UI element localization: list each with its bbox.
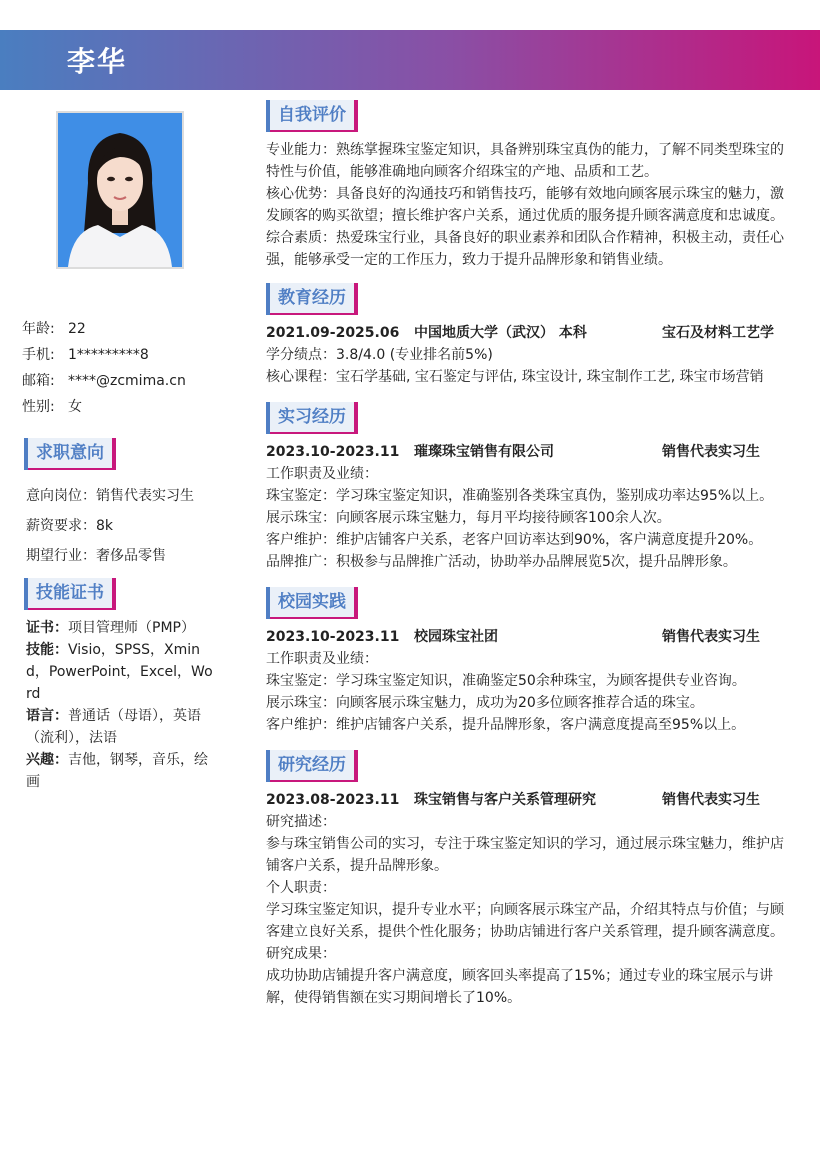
campus-role: 销售代表实习生 [662, 629, 760, 645]
intention-item: 薪资要求：8k [26, 518, 114, 534]
internship-line: 展示珠宝：向顾客展示珠宝魅力，每月平均接待顾客100余人次。 [266, 510, 671, 526]
section-title-text: 校园实践 [270, 587, 358, 619]
skills-list [26, 617, 214, 793]
section-title-internship [266, 402, 358, 434]
education-line: 核心课程：宝石学基础, 宝石鉴定与评估, 珠宝设计, 珠宝制作工艺, 珠宝市场营销 [266, 369, 764, 385]
education-body [266, 322, 796, 388]
internship-body [266, 441, 796, 573]
campus-header-row [266, 626, 796, 648]
section-title-intention [24, 438, 116, 470]
section-title-skills [24, 578, 116, 610]
campus-line: 展示珠宝：向顾客展示珠宝魅力，成功为20多位顾客推荐合适的珠宝。 [266, 695, 704, 711]
campus-line: 工作职责及业绩： [266, 651, 378, 667]
research-org: 珠宝销售与客户关系管理研究 [414, 792, 596, 808]
section-title-education [266, 283, 358, 315]
basic-info [22, 320, 186, 424]
education-major: 宝石及材料工艺学 [662, 325, 774, 341]
skill-value: 普通话（母语），英语（流利），法语 [26, 708, 201, 746]
education-school: 中国地质大学（武汉） 本科 [414, 325, 587, 341]
info-label: 手机: [22, 347, 55, 363]
research-date: 2023.08-2023.11 [266, 792, 400, 808]
self-eval-paragraph: 综合素质：热爱珠宝行业，具备良好的职业素养和团队合作精神，积极主动，责任心强，能够承受一定的工作压力，致力于提升品牌形象和销售业绩。 [266, 230, 784, 268]
campus-date: 2023.10-2023.11 [266, 629, 400, 645]
section-title-text: 技能证书 [28, 578, 116, 610]
info-row-phone [22, 346, 186, 372]
info-value: 1*********8 [68, 347, 149, 363]
skill-item-tools [26, 639, 214, 705]
research-line: 参与珠宝销售公司的实习，专注于珠宝鉴定知识的学习，通过展示珠宝魅力，维护店铺客户关系，提升品牌形象。 [266, 836, 784, 874]
skill-item-language [26, 705, 214, 749]
internship-org: 璀璨珠宝销售有限公司 [414, 444, 554, 460]
research-role: 销售代表实习生 [662, 792, 760, 808]
campus-org: 校园珠宝社团 [414, 629, 498, 645]
campus-line: 珠宝鉴定：学习珠宝鉴定知识，准确鉴定50余种珠宝，为顾客提供专业咨询。 [266, 673, 746, 689]
info-label: 邮箱: [22, 373, 55, 389]
info-label: 性别: [22, 399, 55, 415]
internship-line: 珠宝鉴定：学习珠宝鉴定知识，准确鉴别各类珠宝真伪，鉴别成功率达95%以上。 [266, 488, 774, 504]
internship-role: 销售代表实习生 [662, 444, 760, 460]
skill-label: 证书： [26, 620, 68, 636]
profile-photo [56, 111, 184, 269]
info-value: ****@zcmima.cn [68, 373, 186, 389]
research-header-row [266, 789, 796, 811]
self-eval-paragraph: 专业能力：熟练掌握珠宝鉴定知识，具备辨别珠宝真伪的能力，了解不同类型珠宝的特性与价值，能够准确地向顾客介绍珠宝的产地、品质和工艺。 [266, 142, 784, 180]
info-row-age [22, 320, 186, 346]
header-banner [0, 30, 820, 90]
section-title-text: 自我评价 [270, 100, 358, 132]
self-eval-body [266, 139, 796, 271]
skill-label: 语言： [26, 708, 68, 724]
skill-value: 项目管理师（PMP） [68, 620, 195, 636]
portrait-image [58, 113, 182, 267]
research-line: 学习珠宝鉴定知识，提升专业水平；向顾客展示珠宝产品，介绍其特点与价值；与顾客建立良好关系，提供个性化服务；协助店铺进行客户关系管理，提升顾客满意度。 [266, 902, 784, 940]
internship-date: 2023.10-2023.11 [266, 444, 400, 460]
skill-item-hobby [26, 749, 214, 793]
section-title-self-eval [266, 100, 358, 132]
skill-label: 技能： [26, 642, 68, 658]
research-line: 研究成果： [266, 946, 336, 962]
section-title-text: 实习经历 [270, 402, 358, 434]
skill-item-cert [26, 617, 214, 639]
intention-item: 意向岗位：销售代表实习生 [26, 488, 194, 504]
research-body [266, 789, 796, 1009]
skill-value: 吉他，钢琴，音乐，绘画 [26, 752, 208, 790]
internship-line: 客户维护：维护店铺客户关系，老客户回访率达到90%，客户满意度提升20%。 [266, 532, 763, 548]
research-line: 研究描述： [266, 814, 336, 830]
self-eval-paragraph: 核心优势：具备良好的沟通技巧和销售技巧，能够有效地向顾客展示珠宝的魅力，激发顾客的购买欲望；擅长维护客户关系，通过优质的服务提升顾客满意度和忠诚度。 [266, 186, 784, 224]
internship-line: 工作职责及业绩： [266, 466, 378, 482]
internship-line: 品牌推广：积极参与品牌推广活动，协助举办品牌展览5次，提升品牌形象。 [266, 554, 737, 570]
section-title-text: 教育经历 [270, 283, 358, 315]
info-row-email [22, 372, 186, 398]
candidate-name: 李华 [67, 45, 128, 78]
intention-list [26, 481, 216, 571]
info-label: 年龄: [22, 321, 55, 337]
info-row-gender [22, 398, 186, 424]
section-title-text: 研究经历 [270, 750, 358, 782]
skill-value: Visio，SPSS，Xmind，PowerPoint，Excel，Word [26, 642, 213, 702]
research-line: 个人职责： [266, 880, 336, 896]
intention-item: 期望行业：奢侈品零售 [26, 548, 166, 564]
education-line: 学分绩点：3.8/4.0 (专业排名前5%) [266, 347, 493, 363]
info-value: 女 [68, 399, 82, 415]
education-date: 2021.09-2025.06 [266, 325, 400, 341]
section-title-research [266, 750, 358, 782]
research-line: 成功协助店铺提升客户满意度，顾客回头率提高了15%；通过专业的珠宝展示与讲解，使得销售额在实习期间增长了10%。 [266, 968, 774, 1006]
campus-body [266, 626, 796, 736]
campus-line: 客户维护：维护店铺客户关系，提升品牌形象，客户满意度提高至95%以上。 [266, 717, 746, 733]
section-title-text: 求职意向 [28, 438, 116, 470]
internship-header-row [266, 441, 796, 463]
info-value: 22 [68, 321, 86, 337]
education-header-row [266, 322, 796, 344]
section-title-campus [266, 587, 358, 619]
skill-label: 兴趣： [26, 752, 68, 768]
